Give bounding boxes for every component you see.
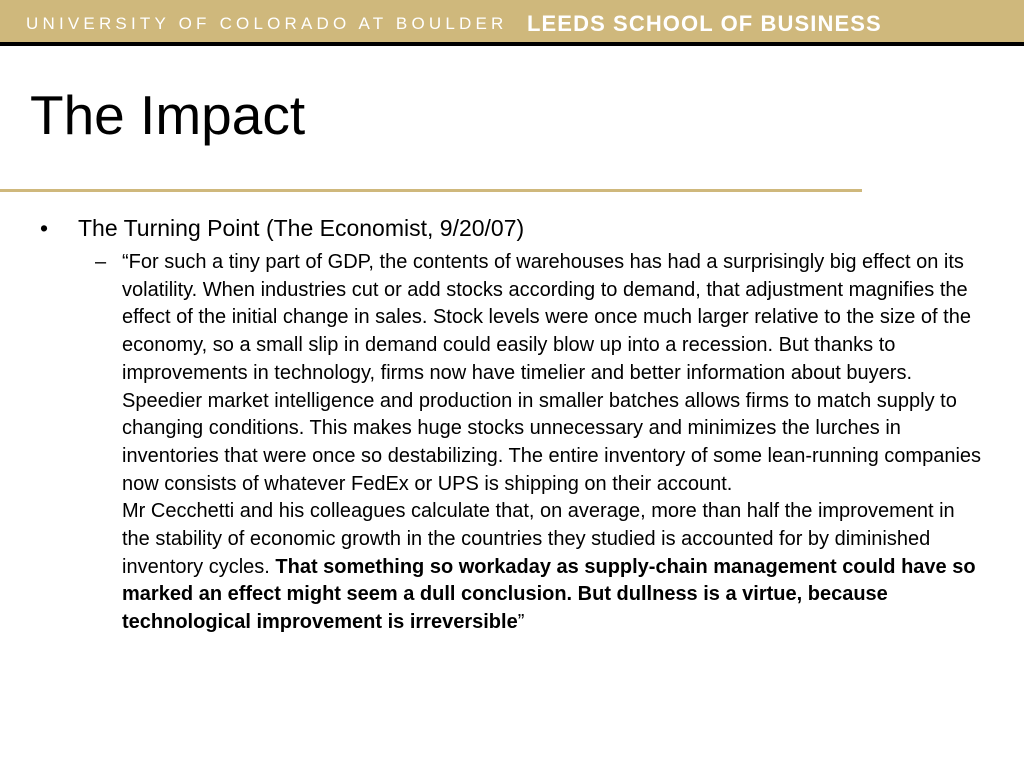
slide-title: The Impact [30,84,306,146]
university-name: UNIVERSITY OF COLORADO AT BOULDER [26,14,508,33]
quote-paragraph-1: “For such a tiny part of GDP, the contents of warehouses has had a surprisingly big effect on its volatility. When industries cut or add stocks according to demand, that adjustment magnifies the effect of the initial change in sales. Stock levels were once much larger relative to the size of the economy, so a small slip in demand could easily blow up into a recession. But thanks to improvements in technology, firms now have timelier and better information about buyers. Speedier market intelligence and production in smaller batches allows firms to match supply to changing conditions. This makes huge stocks unnecessary and minimizes the lurches in inventories that were once so destabilizing. The entire inventory of some lean-running companies now consists of whatever FedEx or UPS is shipping on their account. [122,251,982,495]
bullet-marker: • [40,215,49,241]
quote-paragraph-2: Mr Cecchetti and his colleagues calculate that, on average, more than half the improvement in the stability of economic growth in the countries they studied is accounted for by diminished inventory cycles. [122,500,955,578]
header-banner [0,0,1024,46]
quote-close-mark: ” [517,611,525,634]
dash-marker: – [95,251,107,273]
school-name: LEEDS SCHOOL OF BUSINESS [527,11,882,36]
banner-divider [0,42,1024,46]
title-divider [0,189,862,192]
bullet-text: The Turning Point (The Economist, 9/20/07) [78,215,525,241]
economist-quote [122,249,982,637]
quote-bold-conclusion: That something so workaday as supply-chain management could have so marked an effect might seem a dull conclusion. But dullness is a virtue, because technological improvement is irreversible [122,555,976,634]
